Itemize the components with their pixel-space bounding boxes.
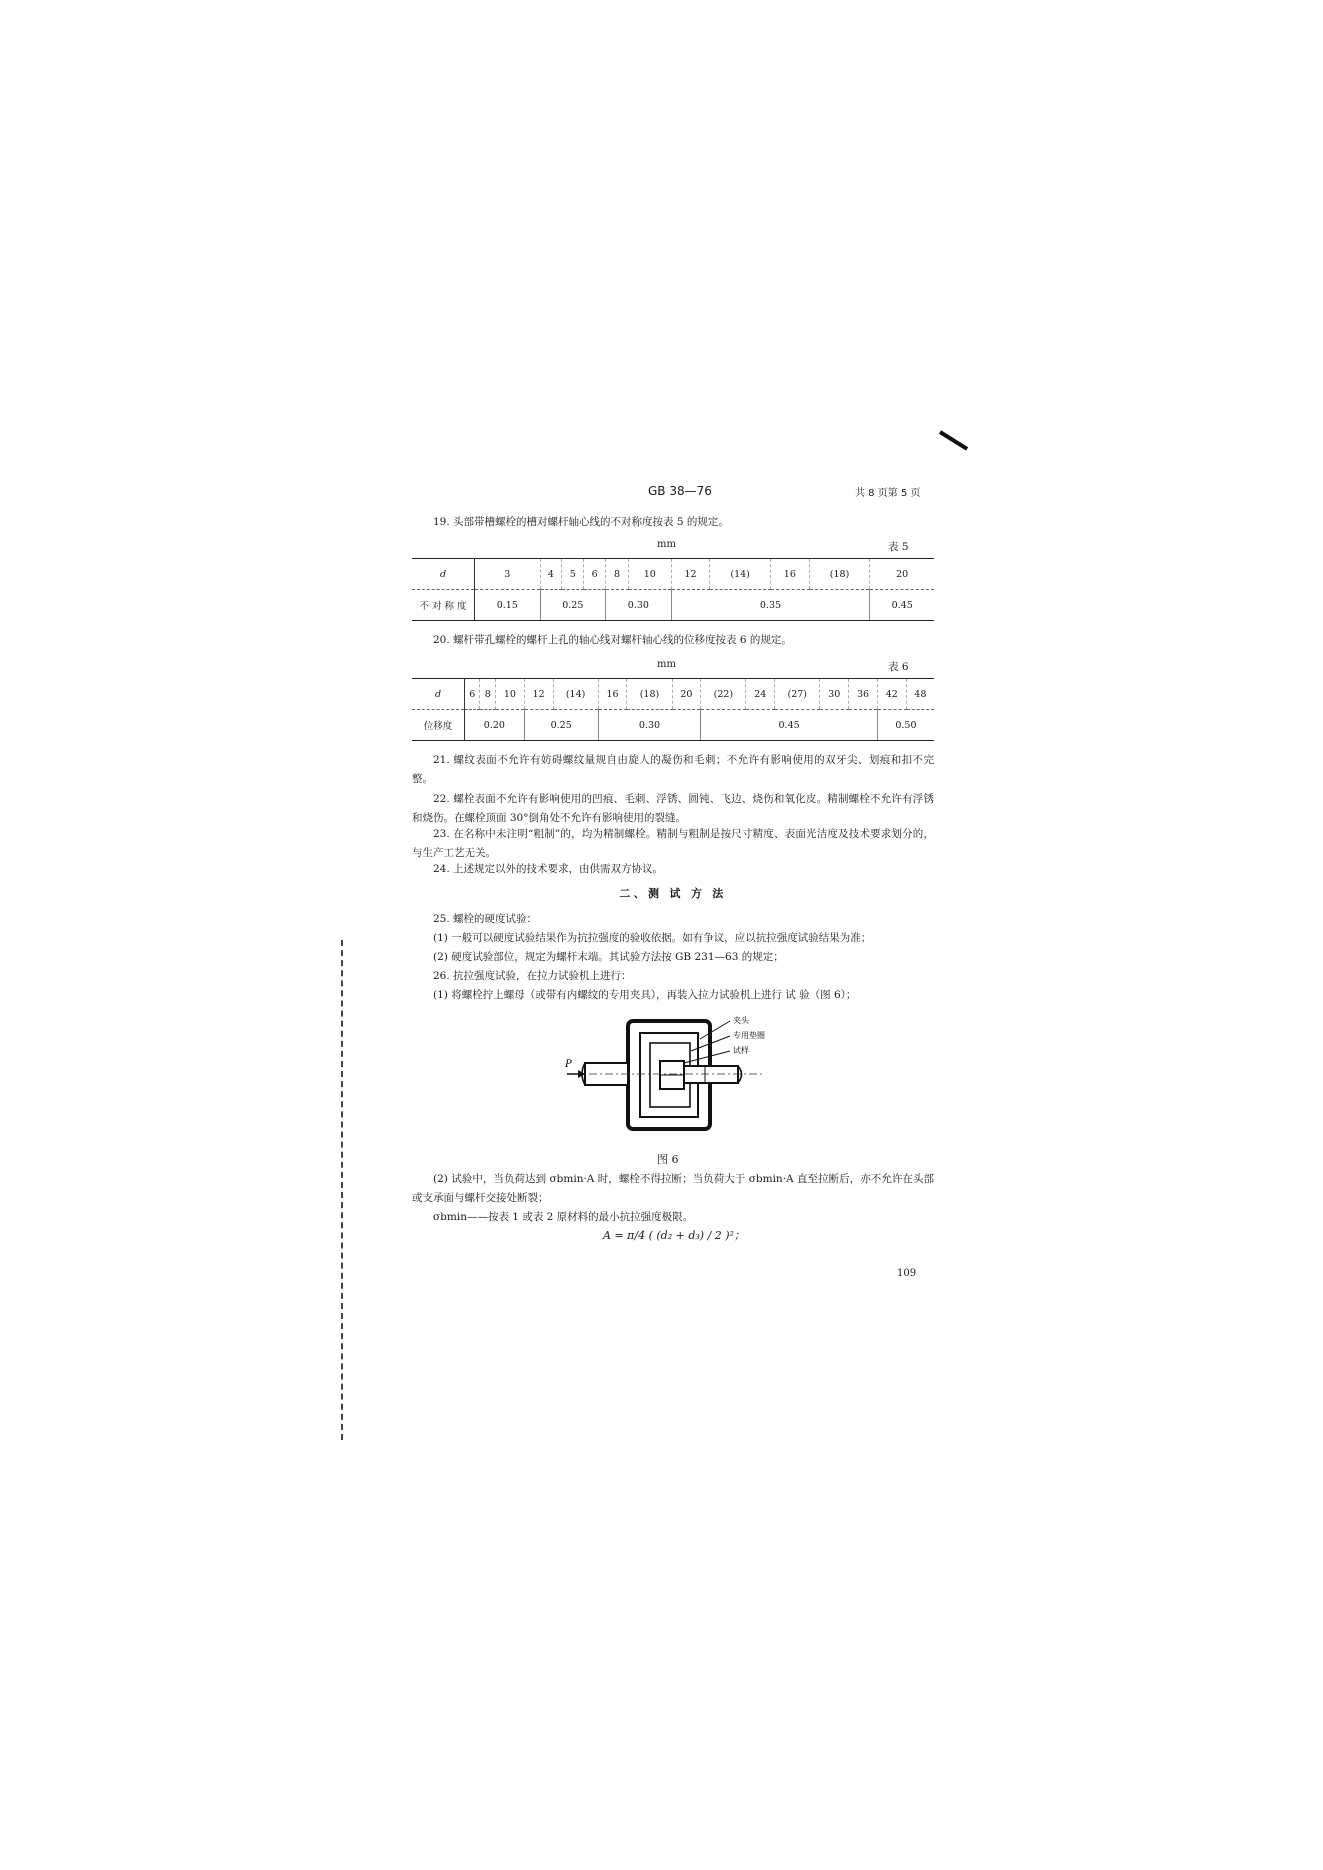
table5-d-cell: 3 — [475, 559, 541, 590]
table6-d-cell: 42 — [877, 679, 906, 710]
table5-d-cell: 12 — [671, 559, 710, 590]
table6-displacement-label: 位移度 — [412, 710, 465, 741]
table5-unit: mm — [657, 539, 676, 550]
label-clamp: 夹头 — [733, 1016, 749, 1025]
clause-26: 26. 抗拉强度试验，在拉力试验机上进行： — [433, 970, 632, 982]
clause-19: 19. 头部带槽螺栓的槽对螺杆轴心线的不对称度按表 5 的规定。 — [433, 516, 729, 528]
table5-asymmetry-label: 不 对 称 度 — [412, 590, 475, 621]
table6-displacement-cell: 0.30 — [598, 710, 701, 741]
label-specimen: 试样 — [733, 1046, 749, 1055]
table-5 — [412, 558, 934, 621]
tensile-test-figure — [565, 1003, 775, 1143]
clause-25-1: (1) 一般可以硬度试验结果作为抗拉强度的验收依据。如有争议，应以抗拉强度试验结果为准； — [433, 932, 872, 944]
table5-asymmetry-cell: 0.15 — [475, 590, 541, 621]
table5-d-cell: 4 — [540, 559, 562, 590]
sigma-definition: σbmin——按表 1 或表 2 原材料的最小抗拉强度极限。 — [433, 1211, 694, 1223]
table6-d-cell: (27) — [775, 679, 820, 710]
specimen-bolt — [660, 1061, 742, 1089]
table6-d-cell: (14) — [553, 679, 598, 710]
table6-displacement-cell: 0.50 — [877, 710, 934, 741]
clause-25: 25. 螺栓的硬度试验： — [433, 913, 538, 925]
scan-artifact-mark — [939, 430, 968, 450]
table6-d-cell: 20 — [672, 679, 701, 710]
clause-21: 21. 螺纹表面不允许有妨碍螺纹量规自由旋人的凝伤和毛刺；不允许有影响使用的双牙尖、划痕和扣不完整。 — [412, 754, 934, 785]
table5-d-cell: 10 — [628, 559, 671, 590]
table6-d-label: d — [412, 679, 465, 710]
table6-d-cell: (22) — [701, 679, 746, 710]
page-info: 共 8 页第 5 页 — [855, 488, 921, 499]
table5-d-label: d — [412, 559, 475, 590]
label-force: P — [565, 1059, 572, 1070]
leader-lines — [684, 1021, 730, 1063]
table6-d-cell: 10 — [495, 679, 524, 710]
area-formula: A = π/4 ( (d₂ + d₃) / 2 )²； — [603, 1229, 745, 1242]
clause-26-1: (1) 将螺栓拧上螺母（或带有内螺纹的专用夹具），再装入拉力试验机上进行 试 验（图 6）； — [433, 989, 857, 1001]
table6-d-cell: 6 — [465, 679, 480, 710]
table5-asymmetry-cell: 0.30 — [606, 590, 672, 621]
clause-25-2: (2) 硬度试验部位，规定为螺杆末端。其试验方法按 GB 231—63 的规定； — [433, 951, 784, 963]
table5-asymmetry-cell: 0.25 — [540, 590, 606, 621]
table6-d-cell: 48 — [906, 679, 934, 710]
table5-caption: 表 5 — [888, 541, 909, 553]
table6-d-cell: (18) — [627, 679, 672, 710]
page-number: 109 — [897, 1268, 917, 1279]
clause-23: 23. 在名称中未注明“粗制”的，均为精制螺栓。精制与粗制是按尺寸精度、表面光洁度及技术要求划分的，与生产工艺无关。 — [412, 828, 934, 859]
table-6 — [412, 678, 934, 741]
table5-d-cell: (14) — [710, 559, 771, 590]
table6-displacement-cell: 0.25 — [524, 710, 598, 741]
clause-20: 20. 螺杆带孔螺栓的螺杆上孔的轴心线对螺杆轴心线的位移度按表 6 的规定。 — [433, 634, 792, 646]
standard-number: GB 38—76 — [648, 484, 712, 498]
table5-d-cell: (18) — [809, 559, 870, 590]
table6-caption: 表 6 — [888, 661, 909, 673]
clause-26-2: (2) 试验中，当负荷达到 σbmin·A 时，螺栓不得拉断；当负荷大于 σbmin·A 直至拉断后，亦不允许在头部或支承面与螺杆交接处断裂； — [412, 1173, 934, 1204]
section-title: 二、测 试 方 法 — [619, 887, 727, 900]
table6-d-cell: 16 — [598, 679, 627, 710]
table6-d-cell: 24 — [746, 679, 775, 710]
table6-d-cell: 8 — [480, 679, 495, 710]
table6-displacement-cell: 0.45 — [701, 710, 878, 741]
table5-d-cell: 6 — [584, 559, 606, 590]
table6-displacement-cell: 0.20 — [465, 710, 525, 741]
clause-22: 22. 螺栓表面不允许有影响使用的凹痕、毛刺、浮锈、圆钝、飞边、烧伤和氧化皮。精制螺栓不允许有浮锈和烧伤。在螺栓顶面 30°倒角处不允许有影响使用的裂缝。 — [412, 793, 934, 824]
table5-d-cell: 20 — [870, 559, 934, 590]
table6-d-cell: 12 — [524, 679, 553, 710]
binding-line — [341, 940, 343, 1440]
label-washer: 专用垫圈 — [733, 1031, 765, 1040]
table5-d-cell: 16 — [770, 559, 809, 590]
table6-d-cell: 36 — [849, 679, 878, 710]
clause-24: 24. 上述规定以外的技术要求，由供需双方协议。 — [433, 863, 664, 875]
table6-unit: mm — [657, 659, 676, 670]
figure-caption: 图 6 — [657, 1153, 679, 1166]
table5-d-cell: 8 — [606, 559, 629, 590]
table5-asymmetry-cell: 0.45 — [870, 590, 934, 621]
table5-asymmetry-cell: 0.35 — [671, 590, 870, 621]
table5-d-cell: 5 — [562, 559, 584, 590]
table6-d-cell: 30 — [820, 679, 849, 710]
